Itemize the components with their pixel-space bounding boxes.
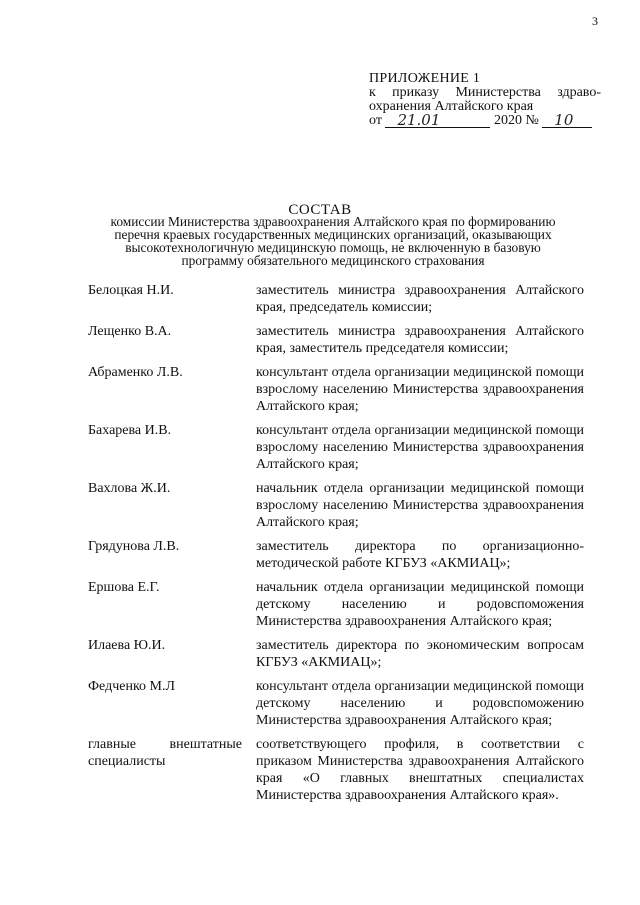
member-row: [88, 364, 584, 415]
member-row: [88, 736, 584, 804]
member-name: Илаева Ю.И.: [88, 638, 166, 653]
member-role: начальник отдела организации медицинской помощи взрослому населению Министерства здравоохранения Алтайского края;: [256, 481, 584, 530]
member-role: консультант отдела организации медицинской помощи взрослому населению Министерства здравоохранения Алтайского края;: [256, 365, 584, 414]
member-role: заместитель директора по экономическим вопросам КГБУЗ «АКМИАЦ»;: [256, 638, 584, 670]
number-blank: [542, 111, 592, 129]
date-label: от: [369, 113, 382, 128]
member-name: Лещенко В.А.: [88, 324, 172, 339]
member-row: [88, 579, 584, 630]
member-name: Абраменко Л.В.: [88, 365, 183, 380]
member-name: Грядунова Л.В.: [88, 539, 180, 554]
member-name: Ершова Е.Г.: [88, 580, 160, 595]
page-number: 3: [592, 14, 598, 28]
annex-line-2: [369, 86, 601, 100]
member-role: заместитель министра здравоохранения Алтайского края, заместитель председателя комиссии;: [256, 324, 584, 356]
member-role: консультант отдела организации медицинской помощи детскому населению и родовспоможению Министерства здравоохранения Алтайского края;: [256, 679, 584, 728]
annex-line-2-word: приказу: [392, 85, 440, 100]
commission-members-list: [88, 282, 584, 811]
date-blank: [385, 111, 490, 129]
annex-title: ПРИЛОЖЕНИЕ 1: [369, 71, 481, 86]
member-name: Белоцкая Н.И.: [88, 283, 174, 298]
annex-line-2-word: Министерства: [455, 85, 541, 100]
member-row: [88, 637, 584, 671]
member-name: Федченко М.Л: [88, 679, 175, 694]
handwritten-date: 21.01: [397, 111, 441, 129]
member-row: [88, 323, 584, 357]
member-role: соответствующего профиля, в соответствии с приказом Министерства здравоохранения Алтайского края «О главных внештатных специалистах Министерства здравоохранения Алтайского края».: [256, 737, 584, 803]
member-role: заместитель директора по организационно-методической работе КГБУЗ «АКМИАЦ»;: [256, 539, 584, 571]
member-role: начальник отдела организации медицинской помощи детскому населению и родовспоможения Министерства здравоохранения Алтайского края;: [256, 580, 584, 629]
document-title: СОСТАВ: [288, 202, 352, 218]
annex-line-2-word: к: [369, 85, 376, 100]
annex-line-2-word: здраво-: [557, 85, 601, 100]
handwritten-number: 10: [554, 111, 574, 129]
annex-line-3: охранения Алтайского края: [369, 99, 534, 114]
member-row: [88, 480, 584, 531]
annex-block: [369, 72, 601, 130]
member-name: Вахлова Ж.И.: [88, 481, 171, 496]
member-row: [88, 538, 584, 572]
member-row: [88, 282, 584, 316]
member-row: [88, 422, 584, 473]
member-name: Бахарева И.В.: [88, 423, 172, 438]
member-role: консультант отдела организации медицинской помощи взрослому населению Министерства здравоохранения Алтайского края;: [256, 423, 584, 472]
document-subtitle: комиссии Министерства здравоохранения Алтайского края по формированию перечня краевых государственных медицинских организаций, оказывающих высокотехнологичную медицинскую помощь, не включенную в базовую программу обязательного медицинского страхования: [110, 214, 556, 268]
year-label: 2020 №: [493, 113, 539, 128]
member-row: [88, 678, 584, 729]
annex-date-line: [369, 111, 601, 130]
member-role: заместитель министра здравоохранения Алтайского края, председатель комиссии;: [256, 283, 584, 315]
member-name: главные внештатные специалисты: [88, 737, 242, 769]
